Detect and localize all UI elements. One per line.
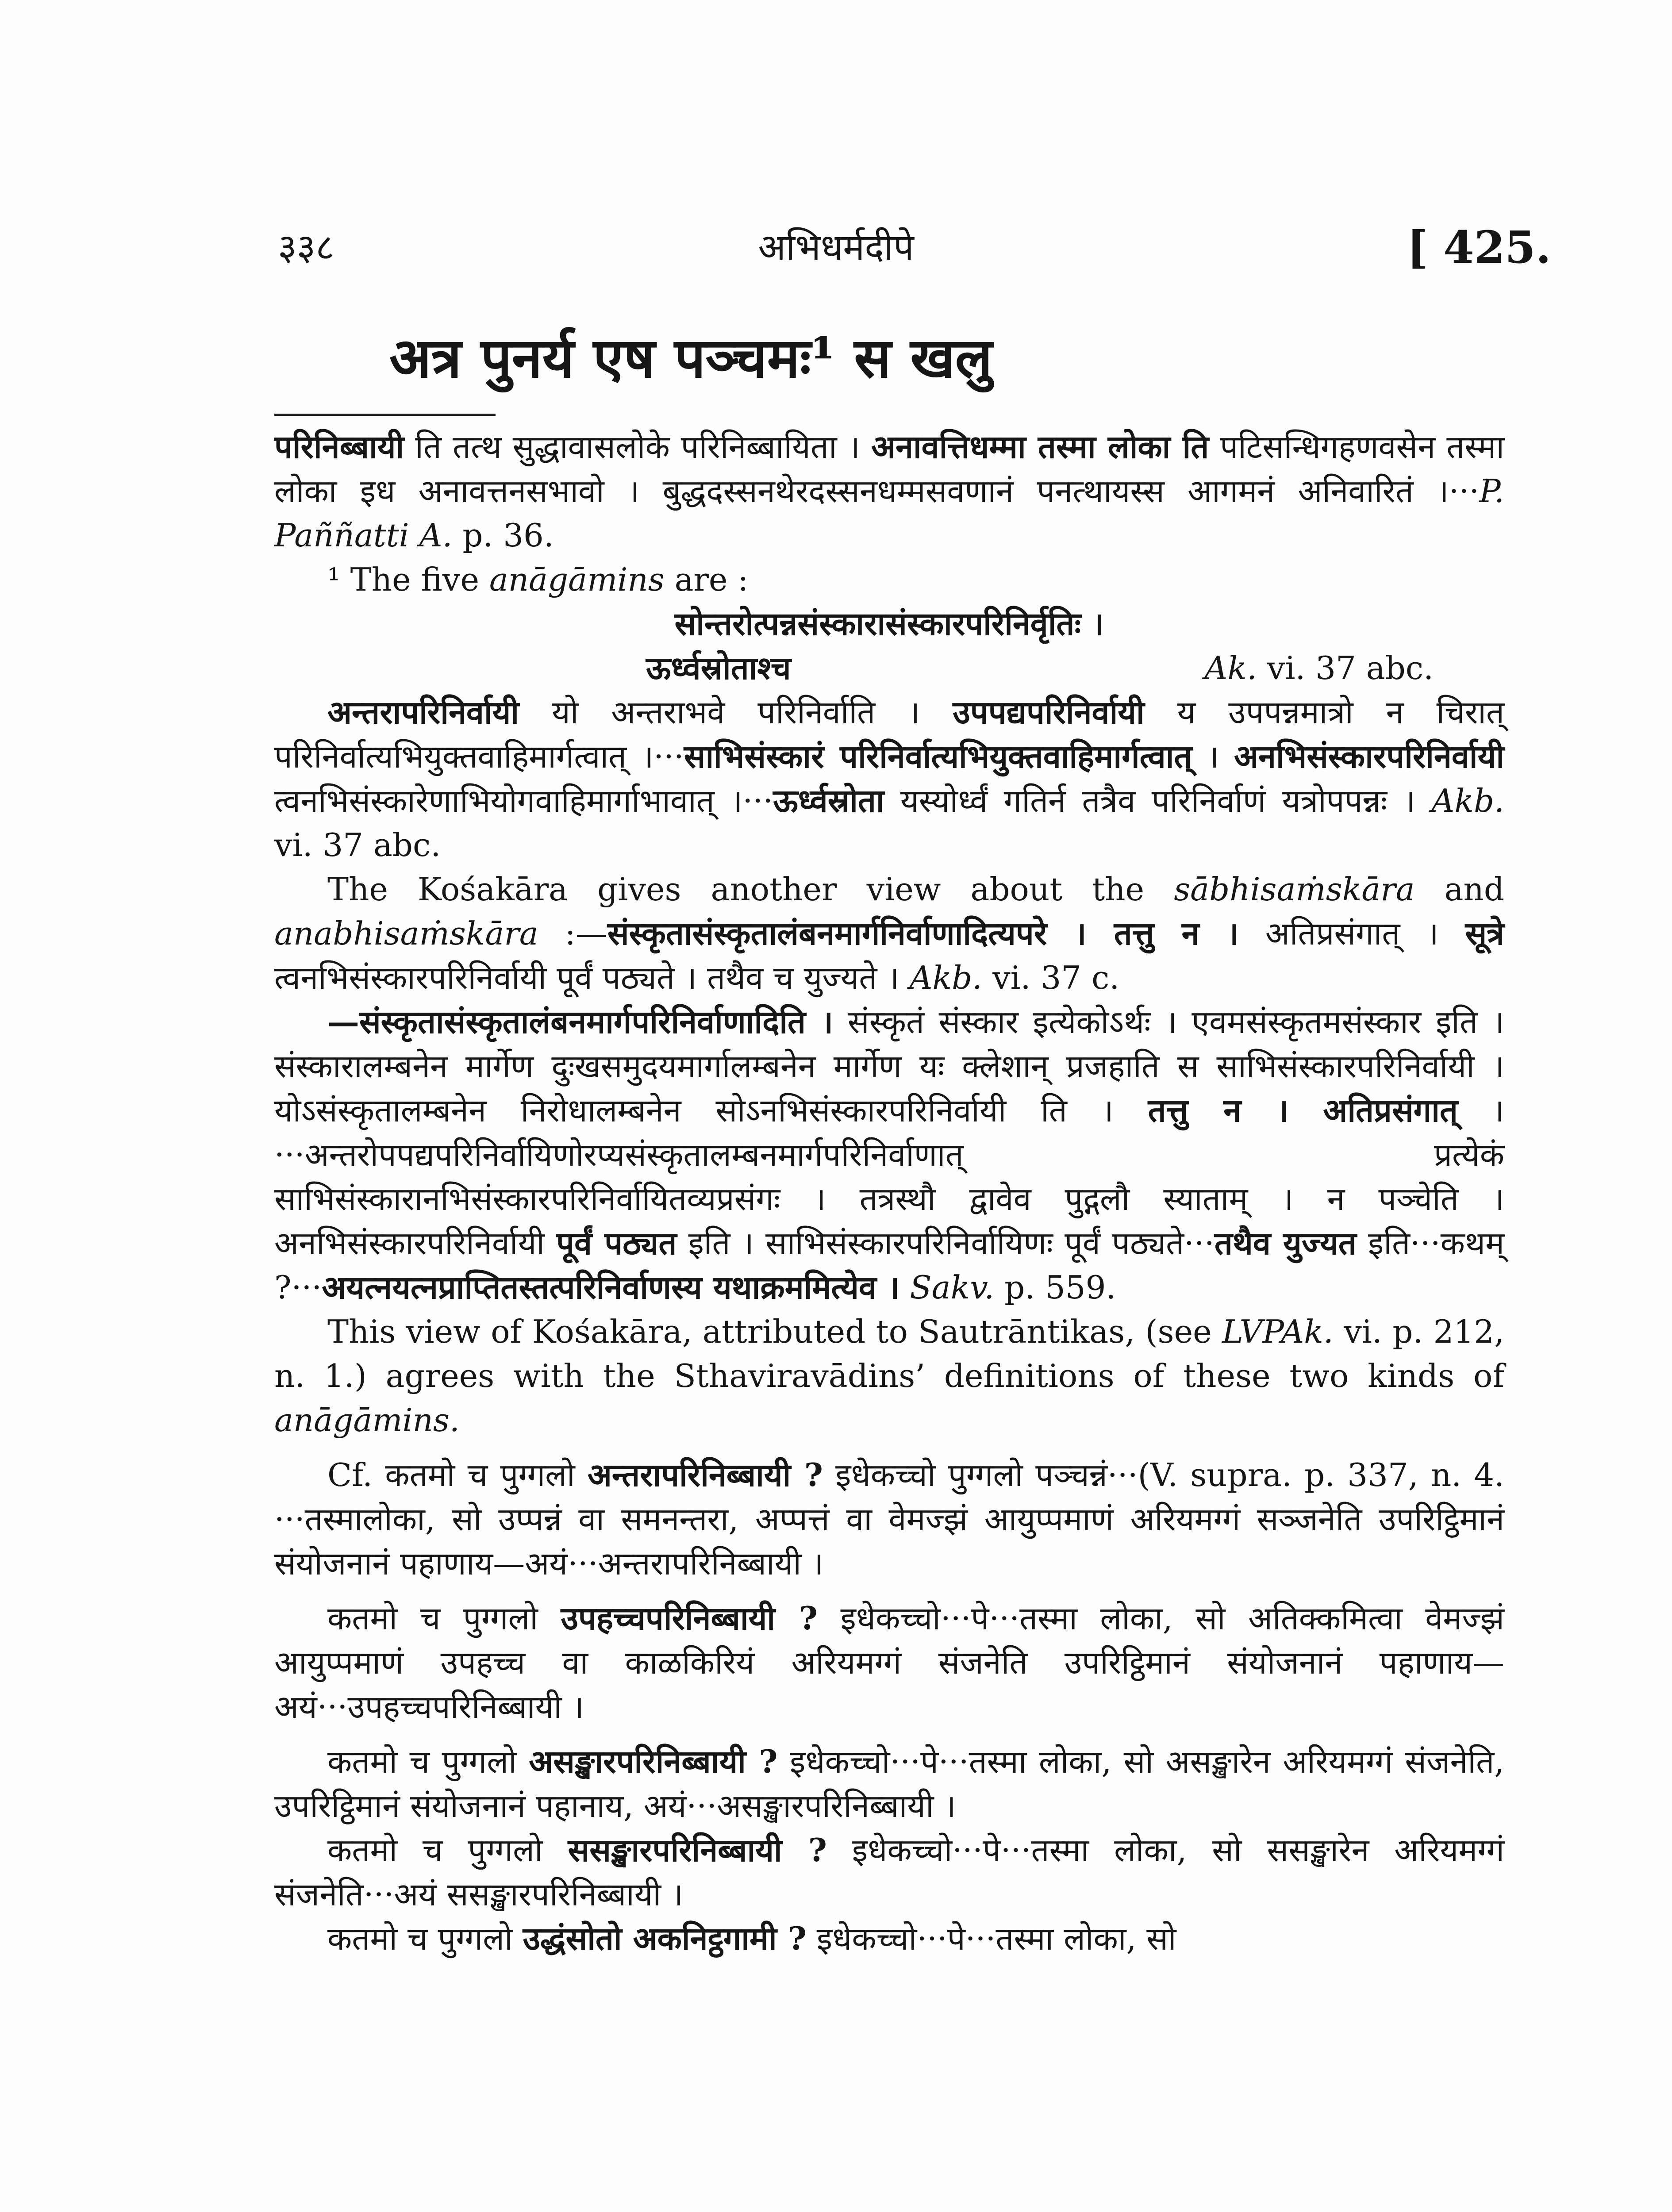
footnote-verse-line: ऊर्ध्वस्रोताश्च Ak. vi. 37 abc.	[646, 649, 1434, 687]
footnote-paragraph: कतमो च पुग्गलो असङ्खारपरिनिब्बायी ? इधेकच्चो···पे···तस्मा लोका, सो असङ्खारेन अरियमग्गं संजनेति, उपरिट्ठिमानं संयोजनानं पहानाय, अयं···असङ्खारपरिनिब्बायी ।	[274, 1743, 1504, 1824]
footnote-divider	[274, 414, 496, 416]
footnote-verse-line: सोन्तरोत्पन्नसंस्कारासंस्कारपरिनिर्वृतिः ।	[674, 605, 1104, 642]
verse-reference: [ 425.	[1407, 221, 1551, 273]
footnote-paragraph: —संस्कृतासंस्कृतालंबनमार्गपरिनिर्वाणादिति । संस्कृतं संस्कार इत्येकोऽर्थः । एवमसंस्कृतमसंस्कार इति । संस्कारालम्बनेन मार्गेण दुःखसमुदयमार्गालम्बनेन मार्गेण यः क्लेशान् प्रजहाति स साभिसंस्कारपरिनिर्वायी । योऽसंस्कृतालम्बनेन निरोधालम्बनेन सोऽनभिसंस्कारपरिनिर्वायी ति । तत्तु न । अतिप्रसंगात् ।···अन्तरोपपद्यपरिनिर्वायिणोरप्यसंस्कृतालम्बनमार्गपरिनिर्वाणात् प्रत्येकं साभिसंस्कारानभिसंस्कारपरिनिर्वायितव्यप्रसंगः । तत्रस्थौ द्वावेव पुद्गलौ स्याताम् । न पञ्चेति । अनभिसंस्कारपरिनिर्वायी पूर्वं पठ्यत इति । साभिसंस्कारपरिनिर्वायिणः पूर्वं पठ्यते···तथैव युज्यत इति···कथम् ?···अयत्नयत्नप्राप्तितस्तत्परिनिर्वाणस्य यथाक्रममित्येव । Sakv. p. 559.	[274, 1003, 1505, 1306]
main-verse-text: अत्र पुनर्य एष पञ्चमः¹ स खलु	[389, 326, 992, 390]
footnote-area	[274, 425, 1504, 1961]
footnote-paragraph: अन्तरापरिनिर्वायी यो अन्तराभवे परिनिर्वाति । उपपद्यपरिनिर्वायी य उपपन्नमात्रो न चिरात् परिनिर्वात्यभियुक्तवाहिमार्गत्वात् ।···साभिसंस्कारं परिनिर्वात्यभियुक्तवाहिमार्गत्वात् । अनभिसंस्कारपरिनिर्वायी त्वनभिसंस्कारेणाभियोगवाहिमार्गाभावात् ।···ऊर्ध्वस्रोता यस्योर्ध्वं गतिर्न तत्रैव परिनिर्वाणं यत्रोपपन्नः । Akb. vi. 37 abc.	[274, 693, 1504, 864]
page-number: ३३८	[278, 227, 334, 269]
footnote-paragraph: कतमो च पुग्गलो ससङ्खारपरिनिब्बायी ? इधेकच्चो···पे···तस्मा लोका, सो ससङ्खारेन अरियमग्गं संजनेति···अयं ससङ्खारपरिनिब्बायी ।	[274, 1831, 1504, 1913]
footnote-paragraph: Cf. कतमो च पुग्गलो अन्तरापरिनिब्बायी ? इधेकच्चो पुग्गलो पञ्चन्नं···(V. supra. p. 337, n. 4. ···तस्मालोका, सो उप्पन्नं वा समनन्तरा, अप्पत्तं वा वेमज्झं आयुप्पमाणं अरियमग्गं सञ्जनेति उपरिट्ठिमानं संयोजनानं पहाणाय—अयं···अन्तरापरिनिब्बायी ।	[274, 1456, 1505, 1582]
running-title: अभिधर्मदीपे	[758, 227, 914, 269]
footnote-paragraph: कतमो च पुग्गलो उपहच्चपरिनिब्बायी ? इधेकच्चो···पे···तस्मा लोका, सो अतिक्कमित्वा वेमज्झं आयुप्पमाणं उपहच्च वा काळकिरियं अरियमग्गं संजनेति उपरिट्ठिमानं संयोजनानं पहाणाय—अयं···उपहच्चपरिनिब्बायी ।	[274, 1599, 1504, 1725]
footnote-paragraph: ¹ The five anāgāmins are :	[327, 561, 749, 598]
footnote-paragraph: कतमो च पुग्गलो उद्धंसोतो अकनिट्ठगामी ? इधेकच्चो···पे···तस्मा लोका, सो	[327, 1920, 1176, 1957]
footnote-paragraph: The Kośakāra gives another view about the sābhisaṁskāra and anabhisaṁskāra :—संस्कृतासंस्कृतालंबनमार्गनिर्वाणादित्यपरे । तत्तु न । अतिप्रसंगात् । सूत्रे त्वनभिसंस्कारपरिनिर्वायी पूर्वं पठ्यते । तथैव च युज्यते । Akb. vi. 37 c.	[274, 871, 1504, 996]
footnote-paragraph: परिनिब्बायी ति तत्थ सुद्धावासलोके परिनिब्बायिता । अनावत्तिधम्मा तस्मा लोका ति पटिसन्धिगहणवसेन तस्मा लोका इध अनावत्तनसभावो । बुद्धदस्सनथेरदस्सनधम्मसवणानं पनत्थायस्स आगमनं अनिवारितं ।···P. Paññatti A. p. 36.	[274, 428, 1505, 554]
footnote-paragraph: This view of Kośakāra, attributed to Sautrāntikas, (see LVPAk. vi. p. 212, n. 1.) agrees with the Sthaviravādins’ definitions of these two kinds of anāgāmins.	[274, 1313, 1504, 1439]
